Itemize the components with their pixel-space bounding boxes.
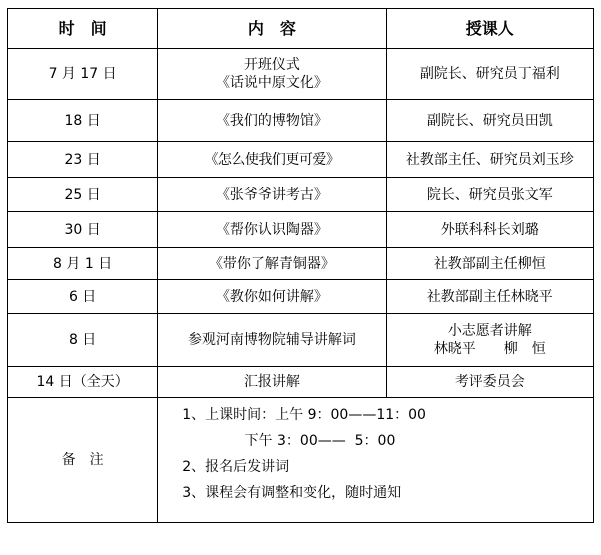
header-content: 内 容 — [158, 9, 386, 49]
table-row — [8, 248, 594, 280]
notes-content — [158, 398, 594, 523]
row-time: 14 日（全天） — [8, 367, 158, 398]
row-teacher: 考评委员会 — [386, 367, 593, 398]
row-teacher: 副院长、研究员丁福利 — [386, 49, 593, 100]
row-teacher: 院长、研究员张文军 — [386, 178, 593, 212]
row-teacher: 社教部副主任林晓平 — [386, 280, 593, 314]
row-content: 《张爷爷讲考古》 — [158, 178, 386, 212]
row-time: 8 日 — [8, 314, 158, 367]
header-time: 时 间 — [8, 9, 158, 49]
row-teacher: 社教部主任、研究员刘玉珍 — [386, 142, 593, 178]
row-time: 7 月 17 日 — [8, 49, 158, 100]
row-time: 6 日 — [8, 280, 158, 314]
schedule-table — [7, 8, 594, 523]
row-content: 《带你了解青铜器》 — [158, 248, 386, 280]
table-row — [8, 142, 594, 178]
row-time: 25 日 — [8, 178, 158, 212]
row-time: 23 日 — [8, 142, 158, 178]
row-content-line: 《话说中原文化》 — [215, 75, 328, 91]
row-time: 18 日 — [8, 100, 158, 142]
row-content: 参观河南博物院辅导讲解词 — [158, 314, 386, 367]
header-teacher: 授课人 — [386, 9, 593, 49]
row-time: 30 日 — [8, 212, 158, 248]
notes-line: 2、报名后发讲词 — [182, 459, 290, 475]
table-row — [8, 280, 594, 314]
row-teacher: 副院长、研究员田凯 — [386, 100, 593, 142]
row-teacher: 外联科科长刘璐 — [386, 212, 593, 248]
row-time: 8 月 1 日 — [8, 248, 158, 280]
table-row — [8, 212, 594, 248]
row-content: 《教你如何讲解》 — [158, 280, 386, 314]
notes-line: 3、课程会有调整和变化，随时通知 — [182, 485, 402, 501]
row-teacher: 社教部副主任柳恒 — [386, 248, 593, 280]
row-content: 汇报讲解 — [158, 367, 386, 398]
notes-line: 下午 3：00—— 5：00 — [182, 433, 396, 449]
notes-label: 备 注 — [8, 398, 158, 523]
table-row — [8, 49, 594, 100]
row-content: 《我们的博物馆》 — [158, 100, 386, 142]
row-teacher — [386, 314, 593, 367]
notes-row — [8, 398, 594, 523]
row-content: 《怎么使我们更可爱》 — [158, 142, 386, 178]
row-content — [158, 49, 386, 100]
table-row — [8, 178, 594, 212]
table-row — [8, 367, 594, 398]
table-row — [8, 100, 594, 142]
header-row — [8, 9, 594, 49]
row-content-line: 开班仪式 — [243, 57, 300, 73]
notes-line: 1、上课时间：上午 9：00——11：00 — [182, 407, 426, 423]
table-row — [8, 314, 594, 367]
row-teacher-line: 林晓平 柳 恒 — [433, 341, 546, 357]
row-content: 《帮你认识陶器》 — [158, 212, 386, 248]
row-teacher-line: 小志愿者讲解 — [447, 323, 532, 339]
